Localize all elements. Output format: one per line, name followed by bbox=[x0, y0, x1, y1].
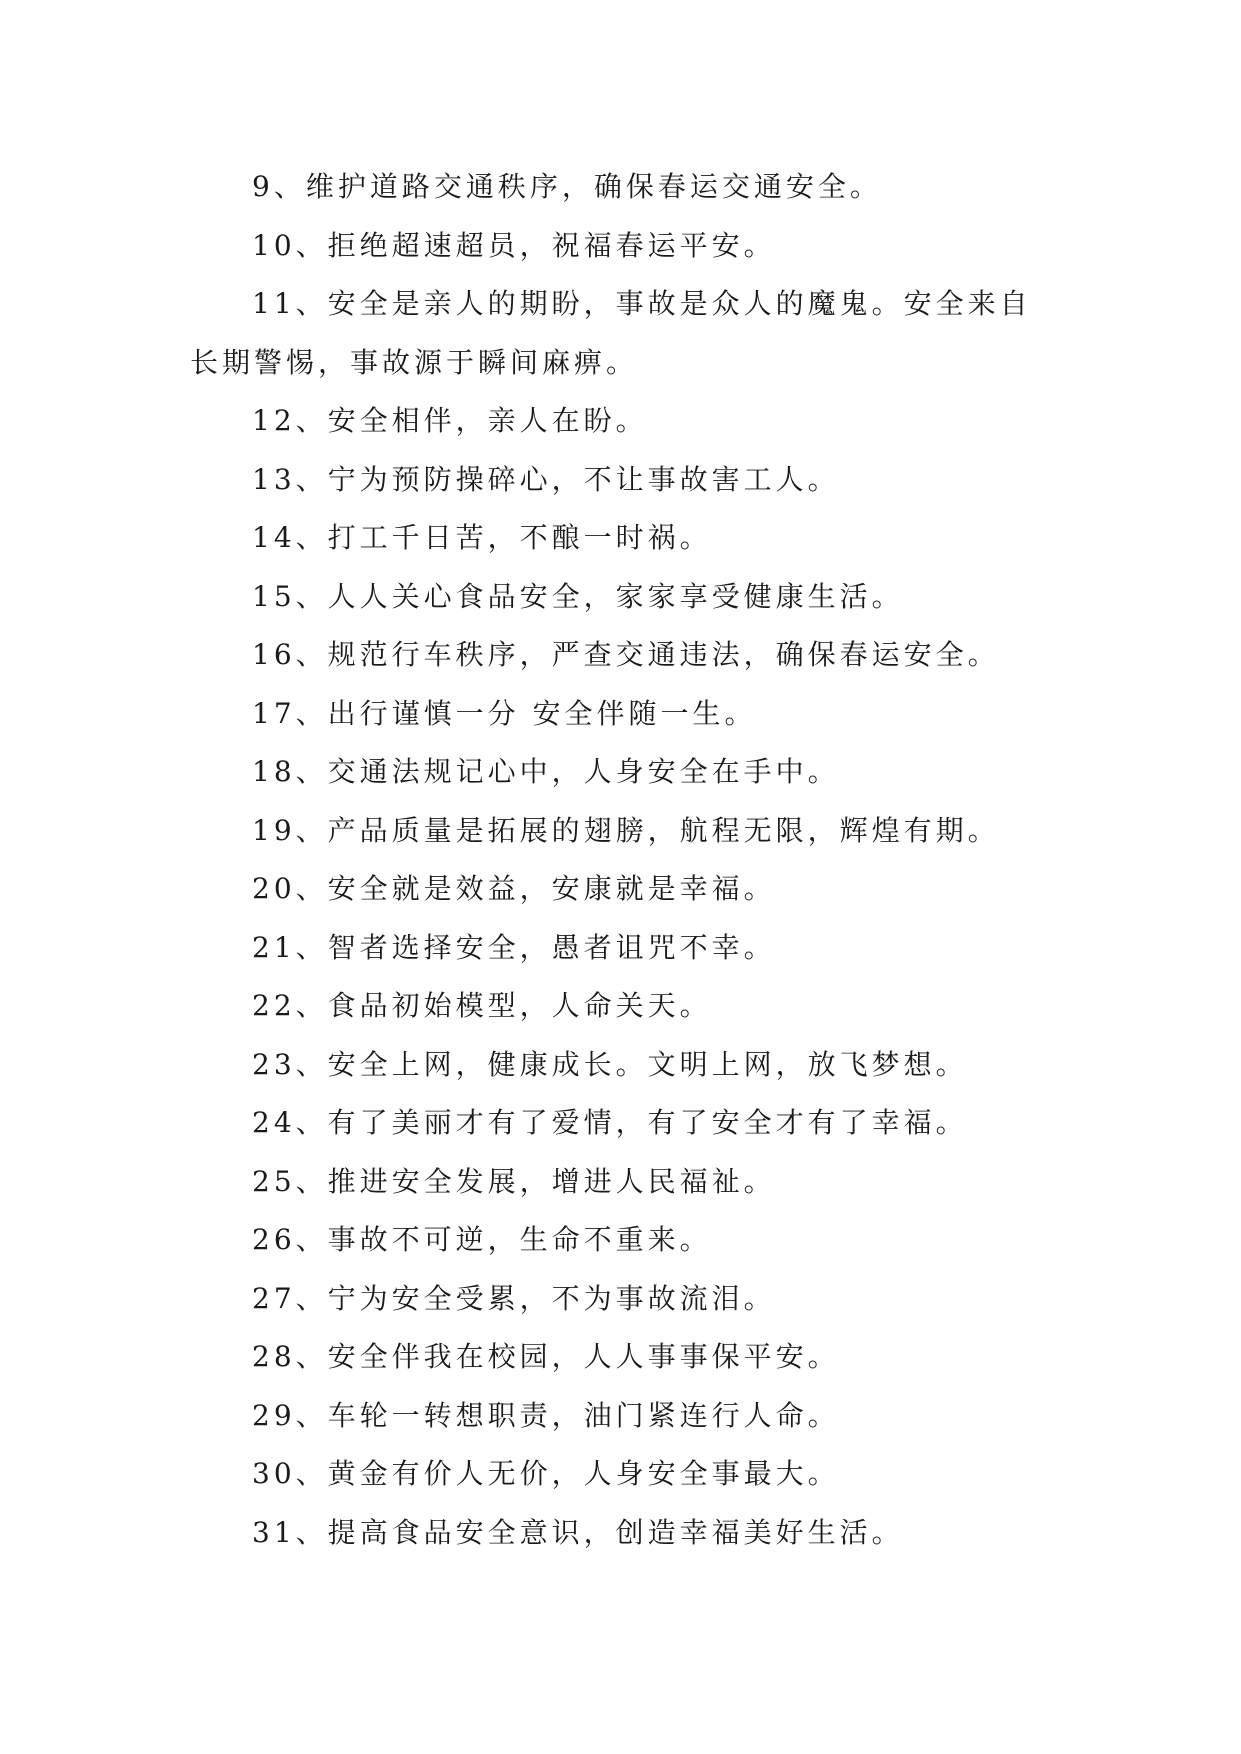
slogan-line: 22、食品初始模型，人命关天。 bbox=[252, 989, 712, 1022]
slogan-line: 19、产品质量是拓展的翅膀，航程无限，辉煌有期。 bbox=[252, 813, 1000, 847]
slogan-line: 18、交通法规记心中，人身安全在手中。 bbox=[252, 755, 840, 788]
slogan-line: 23、安全上网，健康成长。文明上网，放飞梦想。 bbox=[252, 1047, 968, 1081]
slogan-line: 24、有了美丽才有了爱情，有了安全才有了幸福。 bbox=[252, 1106, 968, 1139]
slogan-line: 28、安全伴我在校园，人人事事保平安。 bbox=[252, 1340, 840, 1373]
slogan-line: 15、人人关心食品安全，家家享受健康生活。 bbox=[252, 579, 904, 613]
slogan-line: 27、宁为安全受累，不为事故流泪。 bbox=[252, 1281, 776, 1315]
slogan-line: 13、宁为预防操碎心，不让事故害工人。 bbox=[252, 462, 840, 496]
slogan-line: 11、安全是亲人的期盼，事故是众人的魔鬼。安全来自 bbox=[252, 287, 1032, 320]
slogan-line: 17、出行谨慎一分 安全伴随一生。 bbox=[252, 696, 757, 730]
slogan-line: 21、智者选择安全，愚者诅咒不幸。 bbox=[252, 930, 776, 964]
slogan-line: 10、拒绝超速超员，祝福春运平安。 bbox=[252, 228, 776, 262]
slogan-line: 29、车轮一转想职责，油门紧连行人命。 bbox=[252, 1398, 840, 1432]
slogan-line: 30、黄金有价人无价，人身安全事最大。 bbox=[252, 1457, 840, 1490]
slogan-line: 25、推进安全发展，增进人民福祉。 bbox=[252, 1164, 776, 1198]
slogan-line: 31、提高食品安全意识，创造幸福美好生活。 bbox=[252, 1515, 904, 1549]
slogan-line: 26、事故不可逆，生命不重来。 bbox=[252, 1223, 712, 1256]
slogan-line-continuation: 长期警惕，事故源于瞬间麻痹。 bbox=[190, 345, 639, 379]
slogan-line: 16、规范行车秩序，严查交通违法，确保春运安全。 bbox=[252, 638, 1000, 671]
document-body bbox=[190, 158, 1060, 1562]
slogan-line: 14、打工千日苦，不酿一时祸。 bbox=[252, 521, 712, 554]
slogan-line: 12、安全相伴，亲人在盼。 bbox=[252, 404, 648, 437]
slogan-line: 20、安全就是效益，安康就是幸福。 bbox=[252, 872, 776, 905]
slogan-line: 9、维护道路交通秩序，确保春运交通安全。 bbox=[252, 170, 882, 203]
